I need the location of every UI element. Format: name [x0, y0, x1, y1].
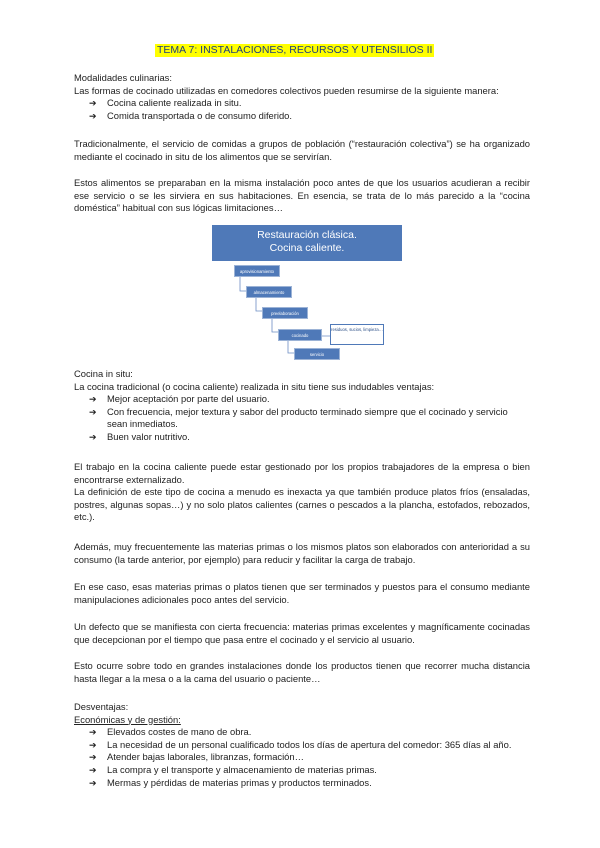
section-modalidades — [74, 72, 530, 122]
paragraph: Además, muy frecuentemente las materias primas o los mismos platos son elaborados con anterioridad a su consumo (la tarde anterior, por ejemplo) para reducir y facilitar la carga de trabajo. — [74, 541, 530, 565]
paragraph: La cocina tradicional (o cocina caliente) realizada in situ tiene sus indudables ventajas: — [74, 380, 435, 392]
list-item: ➔ Cocina caliente realizada in situ. — [74, 97, 530, 110]
list-item: ➔ Buen valor nutritivo. — [74, 431, 530, 444]
paragraph-block — [74, 581, 530, 606]
section-desventajas — [74, 701, 530, 789]
list-item: ➔ Comida transportada o de consumo diferido. — [74, 110, 530, 123]
document-title: TEMA 7: INSTALACIONES, RECURSOS Y UTENSILIOS II — [157, 44, 433, 56]
paragraph: Estos alimentos se preparaban en la misma instalación poco antes de que los usuarios acudieran a recibir ese servicio o se les sirviera en sus habitaciones. En esencia, se trata de lo más parecido a la “cocina doméstica” habitual con sus lógicas limitaciones… — [74, 177, 530, 214]
diagram-header-line: Restauración clásica. — [257, 229, 357, 241]
list-item: ➔ Mermas y pérdidas de materias primas y productos terminados. — [74, 777, 530, 790]
paragraph: El trabajo en la cocina caliente puede estar gestionado por los propios trabajadores de la empresa o bien encontrarse externalizado. — [74, 461, 530, 485]
list-item: ➔ Con frecuencia, mejor textura y sabor del producto terminado siempre que el cocinado y servicio sean inmediatos. — [74, 406, 530, 431]
paragraph: En ese caso, esas materias primas o platos tienen que ser terminados y puestos para el consumo mediante manipulaciones adicionales poco antes del servicio. — [74, 581, 530, 605]
section-subheading: Económicas y de gestión: — [74, 713, 181, 725]
diagram-header-line: Cocina caliente. — [269, 242, 345, 254]
list-item: ➔ Mejor aceptación por parte del usuario. — [74, 393, 530, 406]
paragraph: La definición de este tipo de cocina a menudo es inexacta ya que también produce platos fríos (ensaladas, postres, algunas sopas…) y no solo platos calientes (carnes o pescados a la plancha, estofados, rebozados, etc.). — [74, 486, 530, 523]
paragraph-block — [74, 177, 530, 215]
paragraph-block — [74, 138, 530, 163]
list-item: ➔ Elevados costes de mano de obra. — [74, 726, 530, 739]
paragraph-block — [74, 461, 530, 524]
section-heading: Modalidades culinarias: — [74, 72, 172, 83]
paragraph-block — [74, 621, 530, 646]
paragraph: Tradicionalmente, el servicio de comidas a grupos de población (“restauración colectiva”) se ha organizado mediante el cocinado in situ de los alimentos que se servirían. — [74, 138, 530, 162]
list-item: ➔ Atender bajas laborales, libranzas, formación… — [74, 751, 530, 764]
process-diagram — [212, 225, 402, 365]
section-heading: Cocina in situ: — [74, 368, 133, 379]
diagram-step: servicio — [294, 348, 340, 360]
diagram-step: aprovisionamiento — [234, 265, 280, 277]
diagram-step: almacenamiento — [246, 286, 292, 298]
paragraph: Un defecto que se manifiesta con cierta frecuencia: materias primas excelentes y magníficamente cocinadas que decepcionan por el tiempo que pasa entre el cocinado y el servicio al usuario. — [74, 621, 530, 645]
section-heading: Desventajas: — [74, 701, 129, 712]
section-cocina-in-situ — [74, 368, 530, 444]
paragraph-block — [74, 660, 530, 685]
diagram-step: preelaboración — [262, 307, 308, 319]
paragraph: Esto ocurre sobre todo en grandes instalaciones donde los productos tienen que recorrer mucha distancia hasta llegar a la mesa o a la cama del usuario o paciente… — [74, 660, 530, 684]
diagram-step: cocinado — [278, 329, 322, 341]
paragraph: Las formas de cocinado utilizadas en comedores colectivos pueden resumirse de la siguiente manera: — [74, 84, 499, 96]
paragraph-block — [74, 541, 530, 566]
diagram-side-note: residuos, sucios, limpieza… — [330, 324, 384, 345]
list-item: ➔ La necesidad de un personal cualificado todos los días de apertura del comedor: 365 días al año. — [74, 739, 530, 752]
list-item: ➔ La compra y el transporte y almacenamiento de materias primas. — [74, 764, 530, 777]
